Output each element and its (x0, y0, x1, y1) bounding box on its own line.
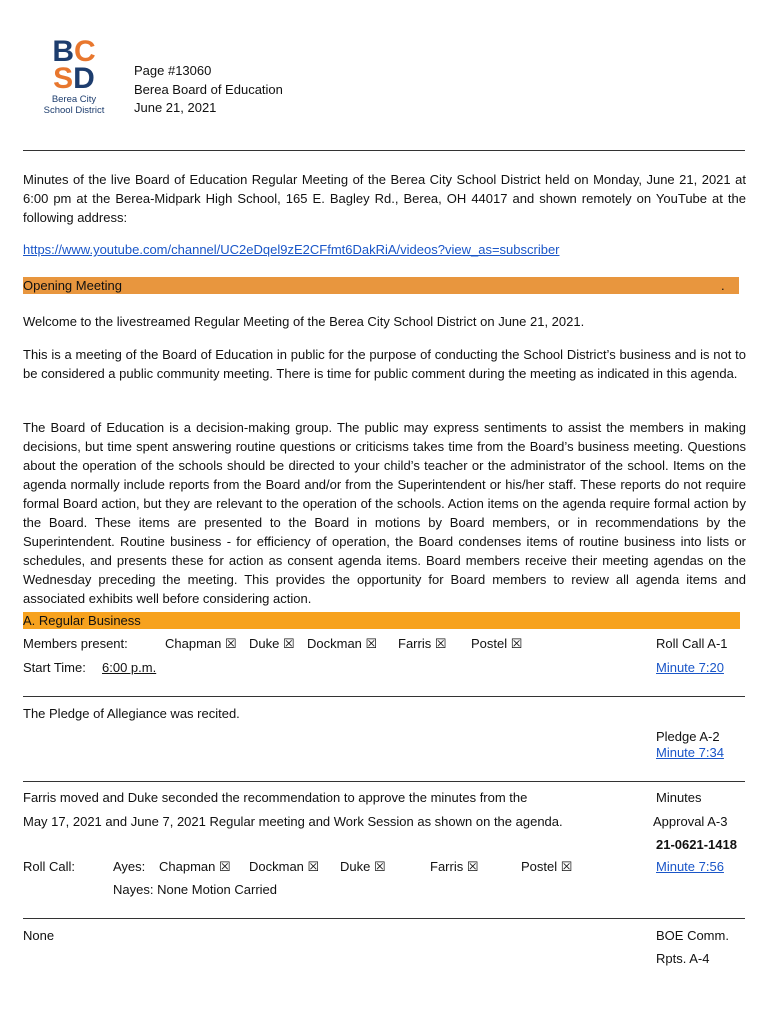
vote-farris: Farris ☒ (430, 859, 479, 874)
divider (23, 918, 745, 919)
logo-letter-b: B (52, 35, 74, 68)
page-header (134, 62, 283, 118)
logo-sub-line2: School District (43, 105, 105, 116)
page-number: Page #13060 (134, 63, 212, 78)
intro-paragraph: Minutes of the live Board of Education Regular Meeting of the Berea City School District held on Monday, June 21, 2021 at 6:00 pm at the Berea-Midpark High School, 165 E. Bagley Rd., Berea, OH 44017 and shown remotely on YouTube at the following address: (23, 172, 746, 225)
divider (23, 150, 745, 151)
org-name: Berea Board of Education (134, 81, 283, 97)
roll-call-code: Roll Call A-1 (656, 636, 728, 651)
opening-meeting-dot: . (721, 278, 725, 293)
minute-link-756[interactable]: Minute 7:56 (656, 859, 724, 874)
members-present-label: Members present: (23, 636, 128, 651)
regular-business-label: A. Regular Business (23, 613, 141, 628)
minutes-label: Minutes (656, 790, 702, 805)
resolution-number: 21-0621-1418 (656, 837, 737, 852)
member-postel: Postel ☒ (471, 636, 523, 651)
decision-making-paragraph: The Board of Education is a decision-making group. The public may express sentiments to assist the members in making decisions, but time spent answering routine questions or criticisms takes time from the Board’s business meeting. Questions about the operation of the schools should be directed to your child’s teacher or the administrator of the school. Items on the agenda normally include reports from the Board and/or from the Superintendent or his/her staff. These reports do not require formal Board action, but they are relevant to the operation of the schools. Action items on the agenda require formal action by the Board. These items are presented to the Board in motions by Board members, or in recommendations by the Superintendent. Routine business - for efficiency of operation, the Board condenses items of routine business into lists or schedules, and presents these for action as consent agenda items. Board members receive their meeting agendas on the Wednesday preceding the meeting. This provides the opportunity for Board members to review all agenda items and associated exhibits well before considering action. (23, 420, 746, 606)
meeting-date: June 21, 2021 (134, 100, 217, 115)
ayes-label: Ayes: (113, 859, 146, 874)
logo-sub-line1: Berea City (51, 94, 97, 105)
boe-text: None (23, 928, 55, 943)
approval-code: Approval A-3 (653, 814, 728, 829)
boe-comm-label: BOE Comm. (656, 928, 729, 943)
boe-rpts-code: Rpts. A-4 (656, 951, 710, 966)
youtube-link-row (23, 242, 560, 257)
start-time-label: Start Time: (23, 660, 86, 675)
logo-letter-c: C (74, 35, 96, 68)
vote-duke: Duke ☒ (340, 859, 386, 874)
opening-meeting-label: Opening Meeting (23, 278, 123, 293)
opening-meeting-bar (23, 277, 739, 294)
vote-dockman: Dockman ☒ (249, 859, 320, 874)
minute-link-734[interactable]: Minute 7:34 (656, 745, 724, 760)
logo-letter-s: S (53, 62, 74, 95)
member-duke: Duke ☒ (249, 636, 295, 651)
roll-call-label: Roll Call: (23, 859, 76, 874)
member-farris: Farris ☒ (398, 636, 447, 651)
member-chapman: Chapman ☒ (165, 636, 237, 651)
youtube-link[interactable]: https://www.youtube.com/channel/UC2eDqel9zE2CFfmt6DakRiA/videos?view_as=subscriber (23, 242, 560, 257)
motion-line-2: May 17, 2021 and June 7, 2021 Regular meeting and Work Session as shown on the agenda. (23, 814, 563, 829)
pledge-code: Pledge A-2 (656, 729, 720, 744)
regular-business-bar (23, 612, 740, 629)
divider (23, 781, 745, 782)
nayes-text: Nayes: None Motion Carried (113, 882, 278, 897)
divider (23, 696, 745, 697)
member-dockman: Dockman ☒ (307, 636, 378, 651)
logo-letter-d: D (73, 62, 95, 95)
minute-link-720[interactable]: Minute 7:20 (656, 660, 724, 675)
motion-line-1: Farris moved and Duke seconded the recommendation to approve the minutes from the (23, 790, 528, 805)
vote-postel: Postel ☒ (521, 859, 573, 874)
start-time-value: 6:00 p.m. (102, 660, 157, 675)
public-meeting-paragraph: This is a meeting of the Board of Education in public for the purpose of conducting the School District’s business and is not to be considered a public community meeting. There is time for public comment during the meeting as indicated in this agenda. (23, 347, 746, 381)
logo-subtitle (36, 94, 112, 116)
pledge-text: The Pledge of Allegiance was recited. (23, 706, 240, 721)
vote-chapman: Chapman ☒ (159, 859, 231, 874)
welcome-paragraph: Welcome to the livestreamed Regular Meeting of the Berea City School District on June 21, 2021. (23, 314, 585, 329)
district-logo (36, 35, 112, 122)
